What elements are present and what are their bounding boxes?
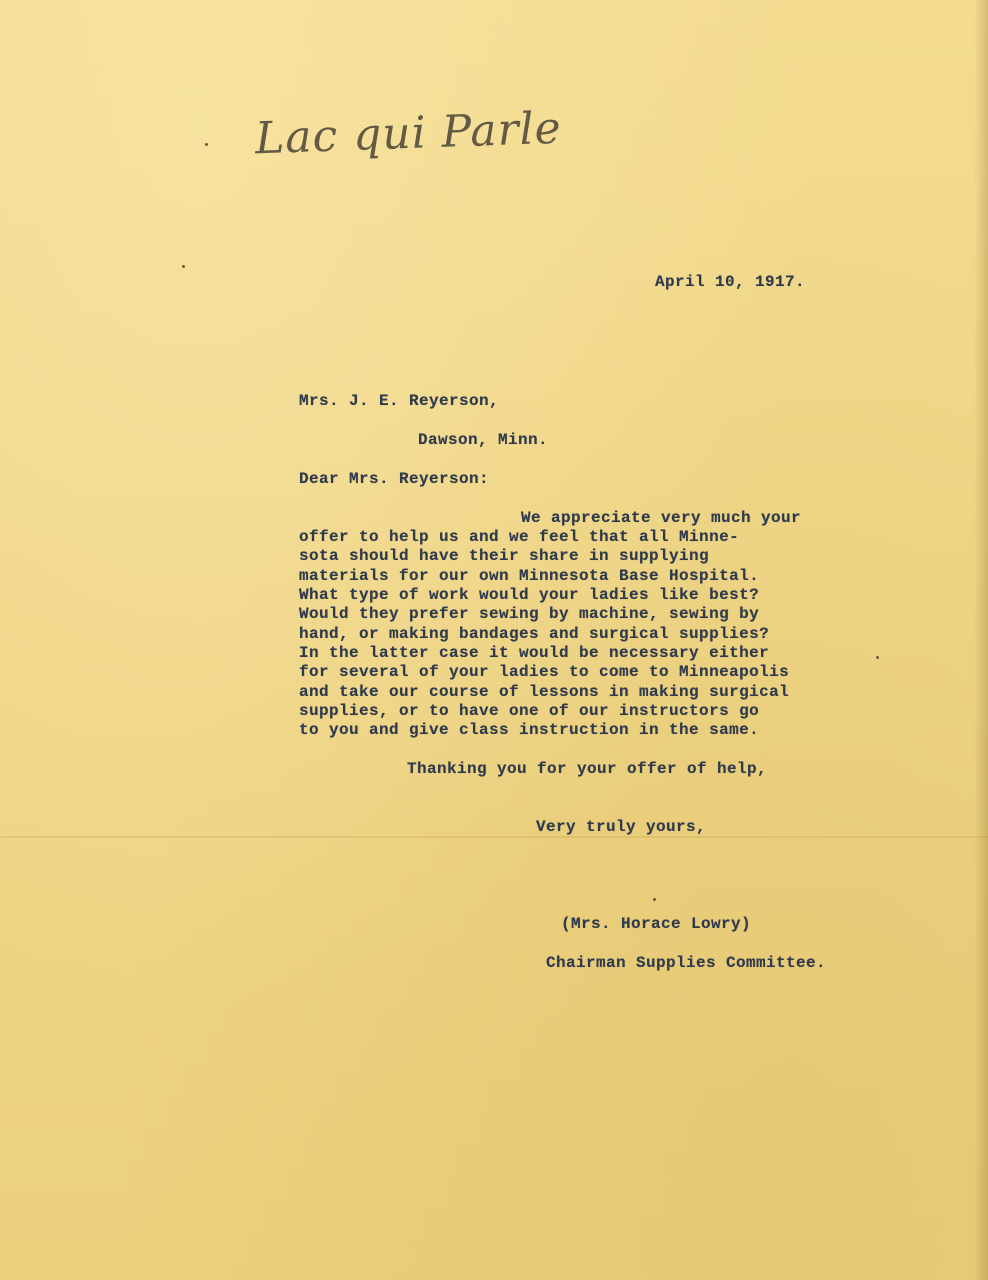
recipient-location: Dawson, Minn. (418, 431, 549, 449)
body-line: and take our course of lessons in making surgical (299, 683, 790, 701)
paper-speck (182, 265, 185, 268)
signatory-title: Chairman Supplies Committee. (546, 954, 827, 972)
recipient-name: Mrs. J. E. Reyerson, (299, 392, 500, 410)
letter-date: April 10, 1917. (655, 273, 806, 291)
salutation: Dear Mrs. Reyerson: (299, 470, 490, 488)
body-line: for several of your ladies to come to Minneapolis (299, 663, 790, 681)
body-line: What type of work would your ladies like best? (299, 586, 760, 604)
paper-speck (653, 898, 656, 901)
body-line: sota should have their share in supplying (299, 547, 710, 565)
signatory-name: (Mrs. Horace Lowry) (561, 915, 752, 933)
paper-speck (876, 656, 879, 659)
paper-speck (205, 143, 208, 146)
paper-fold (0, 836, 988, 838)
paper-edge (974, 0, 988, 1280)
handwritten-annotation: Lac qui Parle (254, 102, 563, 165)
body-line: supplies, or to have one of our instructors go (299, 702, 760, 720)
body-line: We appreciate very much your (521, 509, 802, 527)
body-line: offer to help us and we feel that all Minne- (299, 528, 740, 546)
valediction: Very truly yours, (536, 818, 707, 836)
body-line: hand, or making bandages and surgical supplies? (299, 625, 770, 643)
body-line: Would they prefer sewing by machine, sewing by (299, 605, 760, 623)
closing-line: Thanking you for your offer of help, (407, 760, 768, 778)
body-line: materials for our own Minnesota Base Hospital. (299, 567, 760, 585)
body-line: to you and give class instruction in the same. (299, 721, 760, 739)
body-line: In the latter case it would be necessary either (299, 644, 770, 662)
